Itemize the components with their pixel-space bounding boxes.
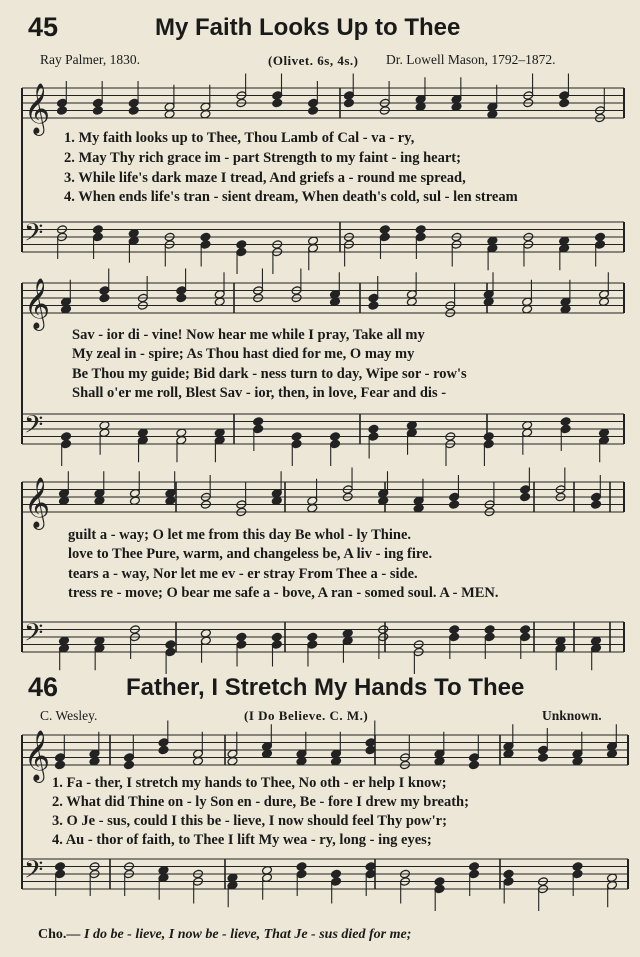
note-head (331, 869, 342, 879)
note-head (520, 492, 531, 502)
note-head (449, 625, 460, 635)
note-head (469, 760, 480, 770)
treble-clef: 𝄞 (24, 83, 51, 134)
note-head (99, 293, 110, 303)
lyric-line: Shall o'er me roll, Blest Sav - ior, then, in love, Fear and dis - (72, 385, 447, 401)
hymn-title: Father, I Stretch My Hands To Thee (126, 674, 525, 701)
treble-clef: 𝄞 (24, 730, 51, 781)
note-head (449, 500, 460, 510)
lyric-line: My zeal in - spire; As Thou hast died for me, O may my (72, 346, 415, 362)
note-head (92, 106, 103, 116)
note-head (176, 293, 187, 303)
note-head (503, 869, 514, 879)
note-head (55, 760, 66, 770)
note-head (343, 98, 354, 108)
note-head (165, 640, 176, 650)
note-head (330, 432, 341, 442)
hymn-tune: (I Do Believe. C. M.) (244, 708, 369, 723)
note-head (591, 500, 602, 510)
note-head (158, 745, 169, 755)
bass-clef: 𝄢 (24, 218, 44, 254)
note-head (55, 862, 66, 872)
note-head (236, 632, 247, 642)
treble-clef: 𝄞 (24, 278, 51, 329)
note-head (296, 862, 307, 872)
note-head (368, 424, 379, 434)
lyric-line: tress re - move; O bear me safe a - bove, A ran - somed soul. A - MEN. (68, 585, 499, 601)
hymn-composer: Dr. Lowell Mason, 1792–1872. (386, 52, 556, 67)
hymn-composer: Unknown. (542, 708, 602, 723)
lyric-line: guilt a - way; O let me from this day Be whol - ly Thine. (68, 527, 412, 543)
note-head (92, 225, 103, 235)
lyric-line: 4. When ends life's tran - sient dream, When death's cold, sul - len stream (64, 189, 518, 205)
lyric-line: 2. May Thy rich grace im - part Strength to my faint - ing heart; (64, 150, 461, 166)
hymn-author: C. Wesley. (40, 708, 98, 723)
note-head (520, 625, 531, 635)
note-head (236, 240, 247, 250)
hymn-number: 45 (28, 12, 59, 42)
hymn-title: My Faith Looks Up to Thee (155, 14, 461, 41)
lyric-line: 3. O Je - sus, could I this be - lieve, I now should feel Thy pow'r; (52, 813, 447, 829)
lyric-line: Sav - ior di - vine! Now hear me while I pray, Take all my (72, 327, 425, 343)
lyric-line: 2. What did Thine on - ly Son en - dure, Be - fore I drew my breath; (52, 794, 469, 810)
note-head (124, 760, 135, 770)
note-head (483, 432, 494, 442)
note-head (434, 877, 445, 887)
lyric-line: 1. Fa - ther, I stretch my hands to Thee, No oth - er help I know; (52, 775, 447, 791)
note-head (57, 106, 68, 116)
note-head (538, 753, 549, 763)
note-head (271, 632, 282, 642)
lyric-line: 1. My faith looks up to Thee, Thou Lamb of Cal - va - ry, (64, 130, 415, 146)
lyric-line: Be Thou my guide; Bid dark - ness turn to day, Wipe sor - row's (72, 366, 467, 382)
note-head (308, 106, 319, 116)
note-head (415, 225, 426, 235)
hymn-number: 46 (28, 672, 59, 702)
note-head (559, 98, 570, 108)
hymn-tune: (Olivet. 6s, 4s.) (268, 53, 359, 68)
note-head (307, 632, 318, 642)
chorus-label: Cho.— (38, 927, 81, 942)
lyric-line: tears a - way, Nor let me ev - er stray From Thee a - side. (68, 566, 418, 582)
treble-clef: 𝄞 (24, 477, 51, 528)
bass-clef: 𝄢 (24, 410, 44, 446)
bass-clef: 𝄢 (24, 618, 44, 654)
lyric-line: love to Thee Pure, warm, and changeless be, A liv - ing fire. (68, 546, 433, 562)
note-head (572, 862, 583, 872)
note-head (61, 432, 72, 442)
note-head (560, 417, 571, 427)
note-head (200, 232, 211, 242)
note-head (484, 625, 495, 635)
note-head (595, 232, 606, 242)
note-head (469, 862, 480, 872)
note-head (368, 301, 379, 311)
hymn-author: Ray Palmer, 1830. (40, 52, 140, 67)
lyric-line: 4. Au - thor of faith, to Thee I lift My wea - ry, long - ing eyes; (52, 832, 432, 848)
note-head (272, 98, 283, 108)
lyric-line: 3. While life's dark maze I tread, And griefs a - round me spread, (64, 170, 466, 186)
chorus-line: I do be - lieve, I now be - lieve, That Je - sus died for me; (84, 927, 412, 942)
bass-clef: 𝄢 (24, 855, 44, 891)
note-head (379, 225, 390, 235)
note-head (291, 432, 302, 442)
note-head (128, 106, 139, 116)
note-head (253, 417, 264, 427)
